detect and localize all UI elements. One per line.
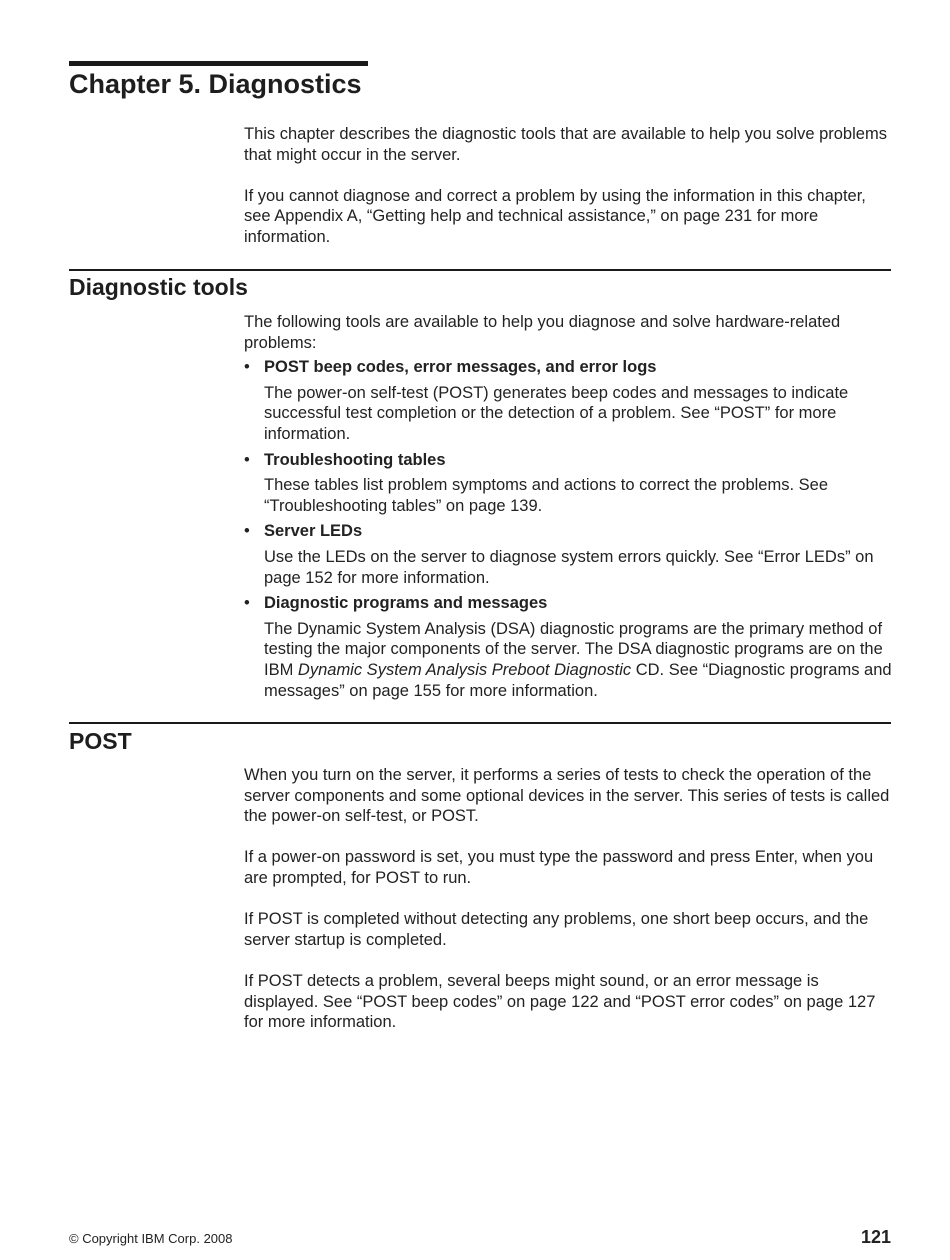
intro-paragraph: If you cannot diagnose and correct a problem by using the information in this chapter, see Appendix A, “Getting help and technical assistance,” on page 231 for more information. bbox=[244, 186, 866, 246]
section-heading-diagnostic-tools: Diagnostic tools bbox=[69, 274, 248, 300]
bullet-marker: • bbox=[244, 450, 250, 469]
tool-description: Use the LEDs on the server to diagnose system errors quickly. See “Error LEDs” on page 152 for more information. bbox=[264, 547, 874, 587]
tool-description: These tables list problem symptoms and actions to correct the problems. See “Troubleshooting tables” on page 139. bbox=[264, 476, 829, 515]
page-number: 121 bbox=[860, 1227, 891, 1247]
chapter-title: Chapter 5. Diagnostics bbox=[69, 69, 362, 99]
footer-copyright: © Copyright IBM Corp. 2008 bbox=[69, 1231, 233, 1246]
tool-title: Server LEDs bbox=[264, 522, 363, 541]
intro-paragraph: This chapter describes the diagnostic tools that are available to help you solve problems that might occur in the server. bbox=[244, 125, 887, 164]
cd-title-italic: Dynamic System Analysis Preboot Diagnostic bbox=[297, 660, 632, 679]
tool-description bbox=[264, 619, 892, 701]
tool-title: Troubleshooting tables bbox=[264, 450, 446, 469]
post-paragraph: If POST detects a problem, several beeps might sound, or an error message is displayed. See “POST beep codes” on page 122 and “POST error codes” on page 127 for more information. bbox=[244, 971, 876, 1032]
chapter-intro bbox=[244, 124, 892, 248]
section-rule-post bbox=[69, 722, 891, 724]
list-item bbox=[244, 450, 892, 517]
tool-description-text: CD. See “Diagnostic programs and messages” on page 155 for more information. bbox=[264, 660, 892, 700]
tool-description-text: The Dynamic System Analysis (DSA) diagnostic programs are the primary method of testing the major components of the server. The DSA diagnostic programs are on the IBM bbox=[264, 619, 883, 679]
tool-description: The power-on self-test (POST) generates beep codes and messages to indicate successful test completion or the detection of a problem. See “POST” for more information. bbox=[264, 383, 849, 443]
section-heading-post: POST bbox=[69, 728, 132, 754]
post-paragraph: If POST is completed without detecting any problems, one short beep occurs, and the server startup is completed. bbox=[244, 910, 869, 949]
post-paragraph: When you turn on the server, it performs a series of tests to check the operation of the server components and some optional devices in the server. This series of tests is called the power-on self-test, or POST. bbox=[244, 766, 890, 826]
tool-title: POST beep codes, error messages, and error logs bbox=[264, 358, 657, 377]
diagnostic-tools-body bbox=[244, 312, 892, 701]
bullet-marker: • bbox=[244, 358, 250, 377]
section-rule-diagnostic-tools bbox=[69, 269, 891, 271]
list-item bbox=[244, 521, 892, 588]
bullet-marker: • bbox=[244, 522, 250, 541]
diagnostic-tools-lead: The following tools are available to help you diagnose and solve hardware-related problems: bbox=[244, 313, 841, 352]
post-paragraph: If a power-on password is set, you must type the password and press Enter, when you are prompted, for POST to run. bbox=[244, 848, 874, 887]
list-item bbox=[244, 593, 892, 701]
list-item bbox=[244, 357, 892, 444]
bullet-marker: • bbox=[244, 594, 250, 613]
tool-title: Diagnostic programs and messages bbox=[264, 594, 548, 613]
post-body bbox=[244, 765, 892, 1033]
diagnostic-tools-list bbox=[244, 357, 892, 701]
